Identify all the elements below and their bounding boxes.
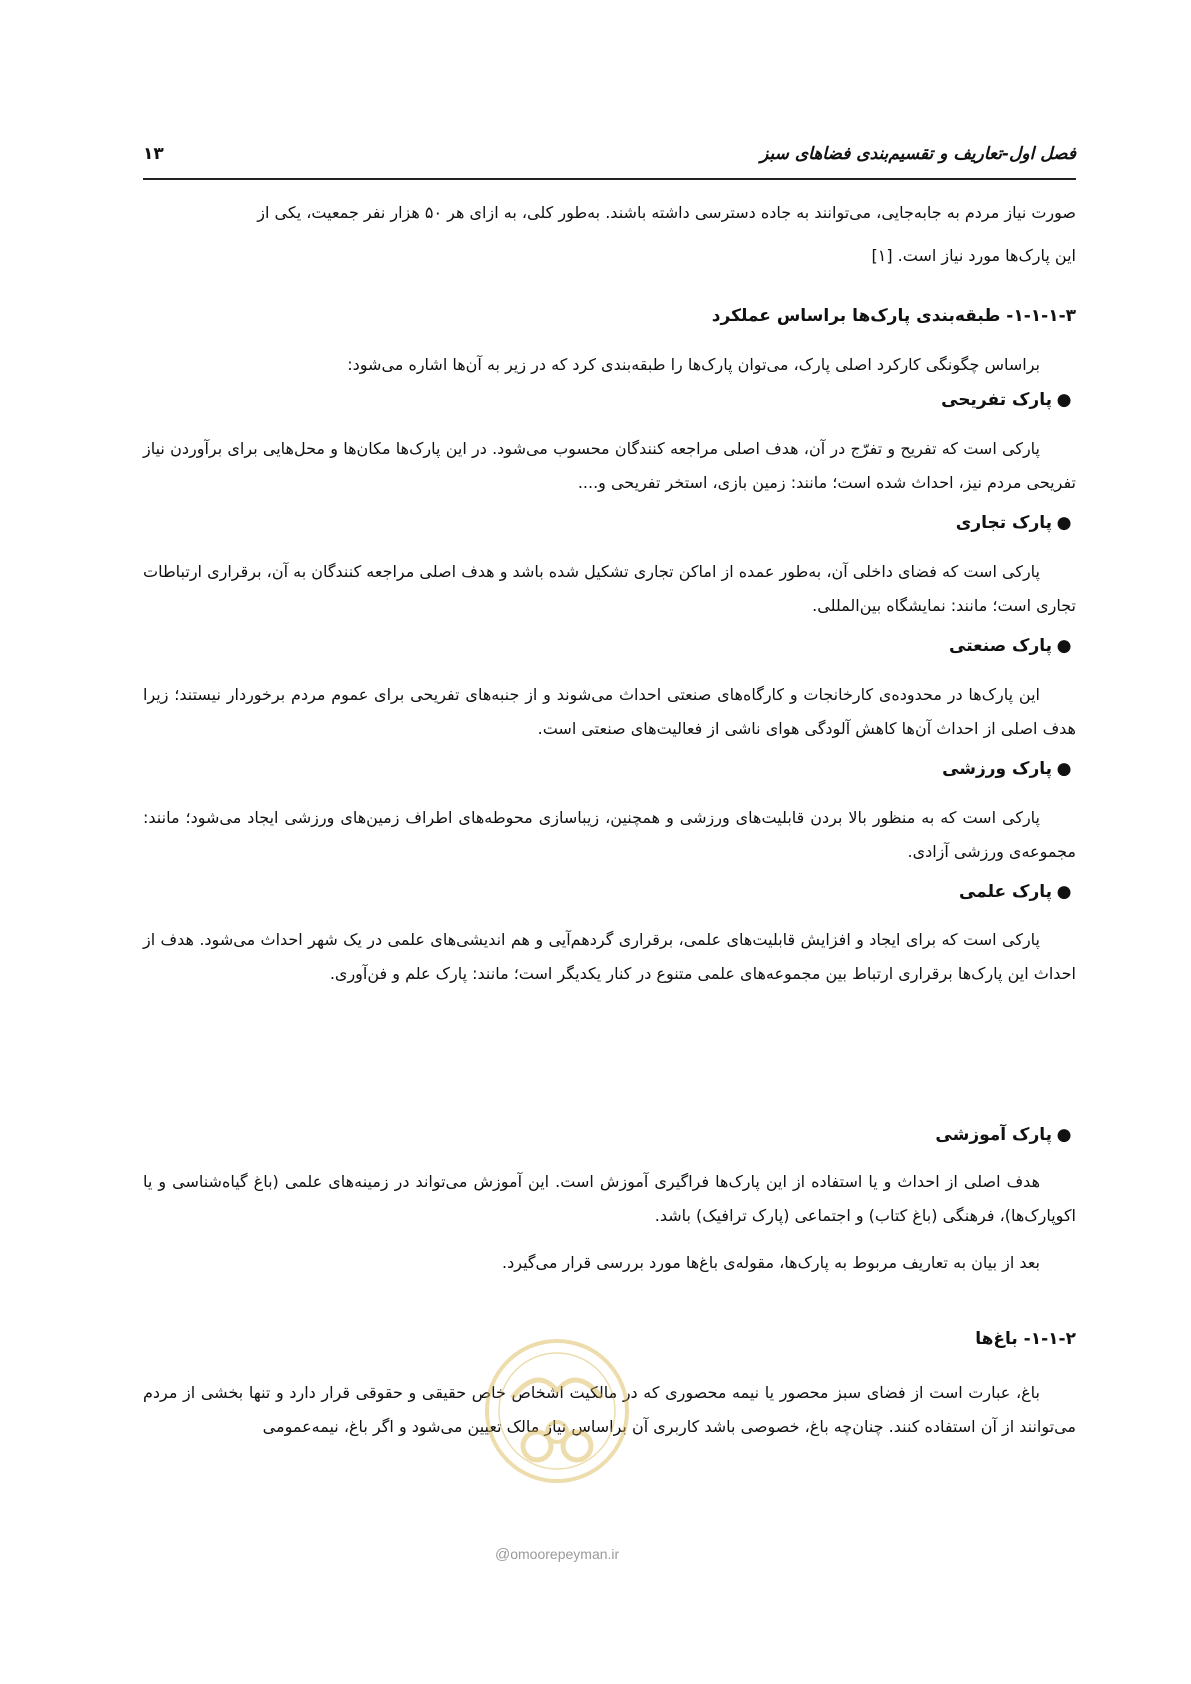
- bullet-recreational-park: [941, 390, 1076, 410]
- bullet-educational-park: [935, 1125, 1076, 1145]
- section-intro-paragraph: براساس چگونگی کارکرد اصلی پارک، می‌توان پارک‌ها را طبقه‌بندی کرد که در زیر به آن‌ها اشاره می‌شود:: [347, 355, 1040, 374]
- bullet-dot-icon: ●: [1056, 390, 1072, 410]
- bullet-title-text: پارک آموزشی: [935, 1125, 1052, 1145]
- chapter-title: فصل اول-تعاریف و تقسیم‌بندی فضاهای سبز: [760, 144, 1076, 164]
- bullet-industrial-park: [949, 636, 1076, 656]
- section-heading-functional: ۱-۱-۱-۳- طبقه‌بندی پارک‌ها براساس عملکرد: [711, 306, 1076, 326]
- bullet-title-text: پارک ورزشی: [942, 759, 1052, 779]
- closing-paragraph: بعد از بیان به تعاریف مربوط به پارک‌ها، مقوله‌ی باغ‌ها مورد بررسی قرار می‌گیرد.: [502, 1253, 1040, 1272]
- watermark-logo-icon: [482, 1336, 632, 1486]
- bullet-title-text: پارک تجاری: [955, 513, 1052, 533]
- bullet-title-text: پارک تفریحی: [941, 390, 1052, 410]
- bullet-dot-icon: ●: [1056, 882, 1072, 902]
- sports-park-paragraph: پارکی است که به منظور بالا بردن قابلیت‌های ورزشی و همچنین، زیباسازی محوطه‌های اطراف زمین‌های ورزشی ایجاد می‌شود؛ مانند: مجموعه‌ی ورزشی آزادی.: [143, 808, 1076, 861]
- gardens-paragraph: باغ، عبارت است از فضای سبز محصور یا نیمه محصوری که در مالکیت اشخاص خاص حقیقی و حقوقی قرار دارد و تنها بخشی از مردم می‌توانند از آن استفاده کنند. چنان‌چه باغ، خصوصی باشد کاربری آن براساس نیاز مالک تعیین می‌شود و اگر باغ، نیمه‌عمومی: [143, 1383, 1076, 1436]
- page-number: ۱۳: [143, 144, 164, 164]
- section-heading-gardens: ۱-۱-۲- باغ‌ها: [975, 1329, 1076, 1349]
- bullet-sports-park: [942, 759, 1076, 779]
- bullet-title-text: پارک علمی: [958, 882, 1052, 902]
- industrial-park-paragraph: این پارک‌ها در محدوده‌ی کارخانجات و کارگاه‌های صنعتی احداث می‌شوند و از جنبه‌های تفریحی برای عموم مردم برخوردار نیستند؛ زیرا هدف اصلی از احداث آن‌ها کاهش آلودگی هوای ناشی از فعالیت‌های صنعتی است.: [143, 685, 1076, 738]
- bullet-dot-icon: ●: [1056, 759, 1072, 779]
- recreational-park-paragraph: پارکی است که تفریح و تفرّج در آن، هدف اصلی مراجعه کنندگان محسوب می‌شود. در این پارک‌ها مکان‌ها و محل‌هایی برای برآوردن نیاز تفریحی مردم نیز، احداث شده است؛ مانند: زمین بازی، استخر تفریحی و....: [143, 439, 1076, 492]
- intro-line-1: صورت نیاز مردم به جابه‌جایی، می‌توانند به جاده دسترسی داشته باشند. به‌طور کلی، به ازای هر ۵۰ هزار نفر جمعیت، یکی از: [257, 203, 1076, 222]
- watermark-site: [495, 1546, 619, 1563]
- bullet-dot-icon: ●: [1056, 513, 1072, 533]
- watermark-site-text: omoorepeyman.ir: [510, 1546, 620, 1562]
- bullet-title-text: پارک صنعتی: [949, 636, 1052, 656]
- bullet-commercial-park: [956, 513, 1076, 533]
- page-header: [143, 138, 1076, 180]
- intro-line-2: این پارک‌ها مورد نیاز است. [۱]: [871, 246, 1076, 265]
- bullet-science-park: [959, 882, 1076, 902]
- bullet-dot-icon: ●: [1056, 636, 1072, 656]
- educational-park-paragraph: هدف اصلی از احداث و یا استفاده از این پارک‌ها فراگیری آموزش است. این آموزش می‌تواند در زمینه‌های علمی (باغ گیاه‌شناسی و یا اکوپارک‌ها)، فرهنگی (باغ کتاب) و اجتماعی (پارک ترافیک) باشد.: [143, 1172, 1076, 1225]
- science-park-paragraph: پارکی است که برای ایجاد و افزایش قابلیت‌های علمی، برقراری گردهم‌آیی و هم اندیشی‌های علمی در یک شهر احداث می‌شود. هدف از احداث این پارک‌ها برقراری ارتباط بین مجموعه‌های علمی متنوع در کنار یکدیگر است؛ مانند: پارک علم و فن‌آوری.: [143, 930, 1076, 983]
- at-sign-icon: @: [495, 1546, 511, 1563]
- commercial-park-paragraph: پارکی است که فضای داخلی آن، به‌طور عمده از اماکن تجاری تشکیل شده باشد و هدف اصلی مراجعه کنندگان به آن، برقراری ارتباطات تجاری است؛ مانند: نمایشگاه بین‌المللی.: [143, 562, 1076, 615]
- bullet-dot-icon: ●: [1056, 1125, 1072, 1145]
